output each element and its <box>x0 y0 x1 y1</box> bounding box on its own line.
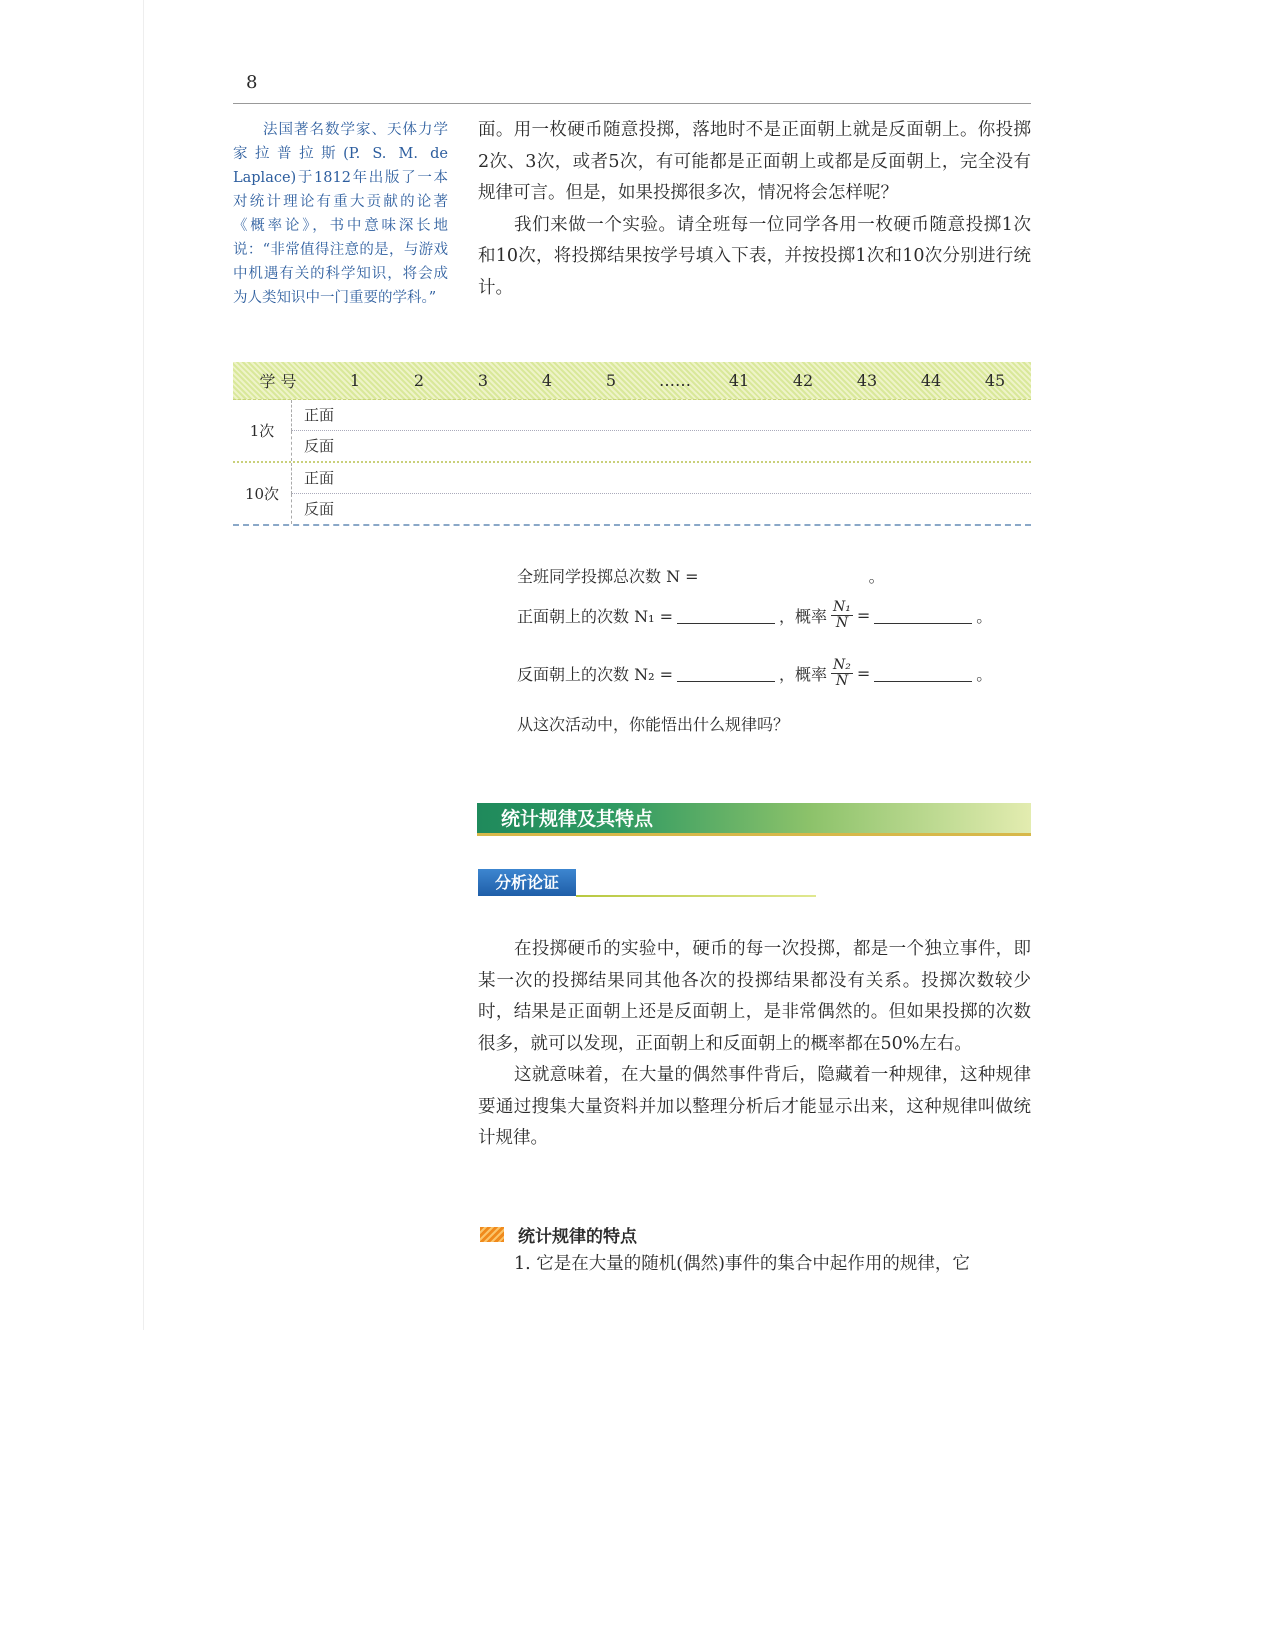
analysis-paragraph-2: 这就意味着，在大量的偶然事件背后，隐藏着一种规律，这种规律要通过搜集大量资料并加以整理分析后才能显示出来，这种规律叫做统计规律。 <box>478 1065 1031 1148</box>
formula-label: 反面朝上的次数 N₂ = <box>517 665 673 684</box>
formula-tails <box>517 658 992 689</box>
prob-label: ，概率 <box>779 607 828 626</box>
denominator: N <box>835 615 849 631</box>
numerator: N₁ <box>833 599 851 615</box>
numerator: N₂ <box>833 657 851 673</box>
column-header: 3 <box>477 371 489 390</box>
header-rule <box>233 103 1031 104</box>
formula-end: 。 <box>868 567 885 586</box>
page-number: 8 <box>246 72 258 93</box>
page-edge <box>143 0 144 1330</box>
column-header: 1 <box>349 371 361 390</box>
group-10-toss <box>233 463 1031 526</box>
group-1-toss <box>233 400 1031 463</box>
answer-blank[interactable] <box>677 607 775 624</box>
equals: = <box>856 664 871 683</box>
column-header: 43 <box>856 371 878 390</box>
coin-toss-table <box>233 362 1031 526</box>
analysis-text <box>478 934 1031 1155</box>
table-row: 反面 <box>291 431 1031 461</box>
point-1-text: 1. 它是在大量的随机(偶然)事件的集合中起作用的规律，它 <box>514 1254 970 1274</box>
intro-text <box>478 115 1031 304</box>
column-header: …… <box>659 371 691 390</box>
question: 从这次活动中，你能悟出什么规律吗？ <box>517 715 790 734</box>
answer-blank[interactable] <box>874 665 972 682</box>
subheading-text: 统计规律的特点 <box>518 1227 637 1247</box>
formula-heads <box>517 600 992 631</box>
fraction <box>831 658 853 689</box>
answer-blank[interactable] <box>874 607 972 624</box>
formula-label: 正面朝上的次数 N₁ = <box>517 607 673 626</box>
formula-end: 。 <box>976 607 993 626</box>
column-header: 45 <box>984 371 1006 390</box>
analysis-paragraph-1: 在投掷硬币的实验中，硬币的每一次投掷，都是一个独立事件，即某一次的投掷结果同其他各次的投掷结果都没有关系。投掷次数较少时，结果是正面朝上还是反面朝上，是非常偶然的。但如果投掷的次数很多，就可以发现，正面朝上和反面朝上的概率都在50%左右。 <box>478 939 1031 1054</box>
group-label: 1次 <box>249 422 275 440</box>
sidebar-note: 法国著名数学家、天体力学家拉普拉斯(P. S. M. de Laplace)于1812年出版了一本对统计理论有重大贡献的论著《概率论》，书中意味深长地说：“非常值得注意的是，与游戏中机遇有关的科学知识，将会成为人类知识中一门重要的学科。” <box>233 122 448 306</box>
group-label: 10次 <box>244 485 280 503</box>
subheading <box>480 1222 637 1247</box>
table-row: 反面 <box>291 494 1031 524</box>
table-header <box>233 362 1031 400</box>
equals: = <box>856 606 871 625</box>
formula-end: 。 <box>976 665 993 684</box>
formula-label: 全班同学投掷总次数 N = <box>517 567 699 586</box>
answer-blank[interactable] <box>677 665 775 682</box>
table-row: 正面 <box>291 400 1031 431</box>
column-header: 44 <box>920 371 942 390</box>
table-row: 正面 <box>291 463 1031 494</box>
badge-underline <box>576 895 816 897</box>
denominator: N <box>835 673 849 689</box>
analysis-badge: 分析论证 <box>478 869 576 896</box>
column-header: 41 <box>728 371 750 390</box>
column-header: 2 <box>413 371 425 390</box>
section-marker-icon <box>480 1227 504 1242</box>
formula-total <box>517 564 885 587</box>
intro-paragraph-1: 面。用一枚硬币随意投掷，落地时不是正面朝上就是反面朝上。你投掷2次、3次，或者5次，有可能都是正面朝上或都是反面朝上，完全没有规律可言。但是，如果投掷很多次，情况将会怎样呢？ <box>478 120 1031 203</box>
section-title: 统计规律及其特点 <box>477 803 1031 836</box>
column-header: 5 <box>605 371 617 390</box>
header-label: 学 号 <box>259 372 297 391</box>
point-1 <box>478 1249 1031 1281</box>
intro-paragraph-2: 我们来做一个实验。请全班每一位同学各用一枚硬币随意投掷1次和10次，将投掷结果按学号填入下表，并按投掷1次和10次分别进行统计。 <box>478 214 1031 298</box>
fraction <box>831 600 853 631</box>
prob-label: ，概率 <box>779 665 828 684</box>
column-header: 4 <box>541 371 553 390</box>
column-header: 42 <box>792 371 814 390</box>
